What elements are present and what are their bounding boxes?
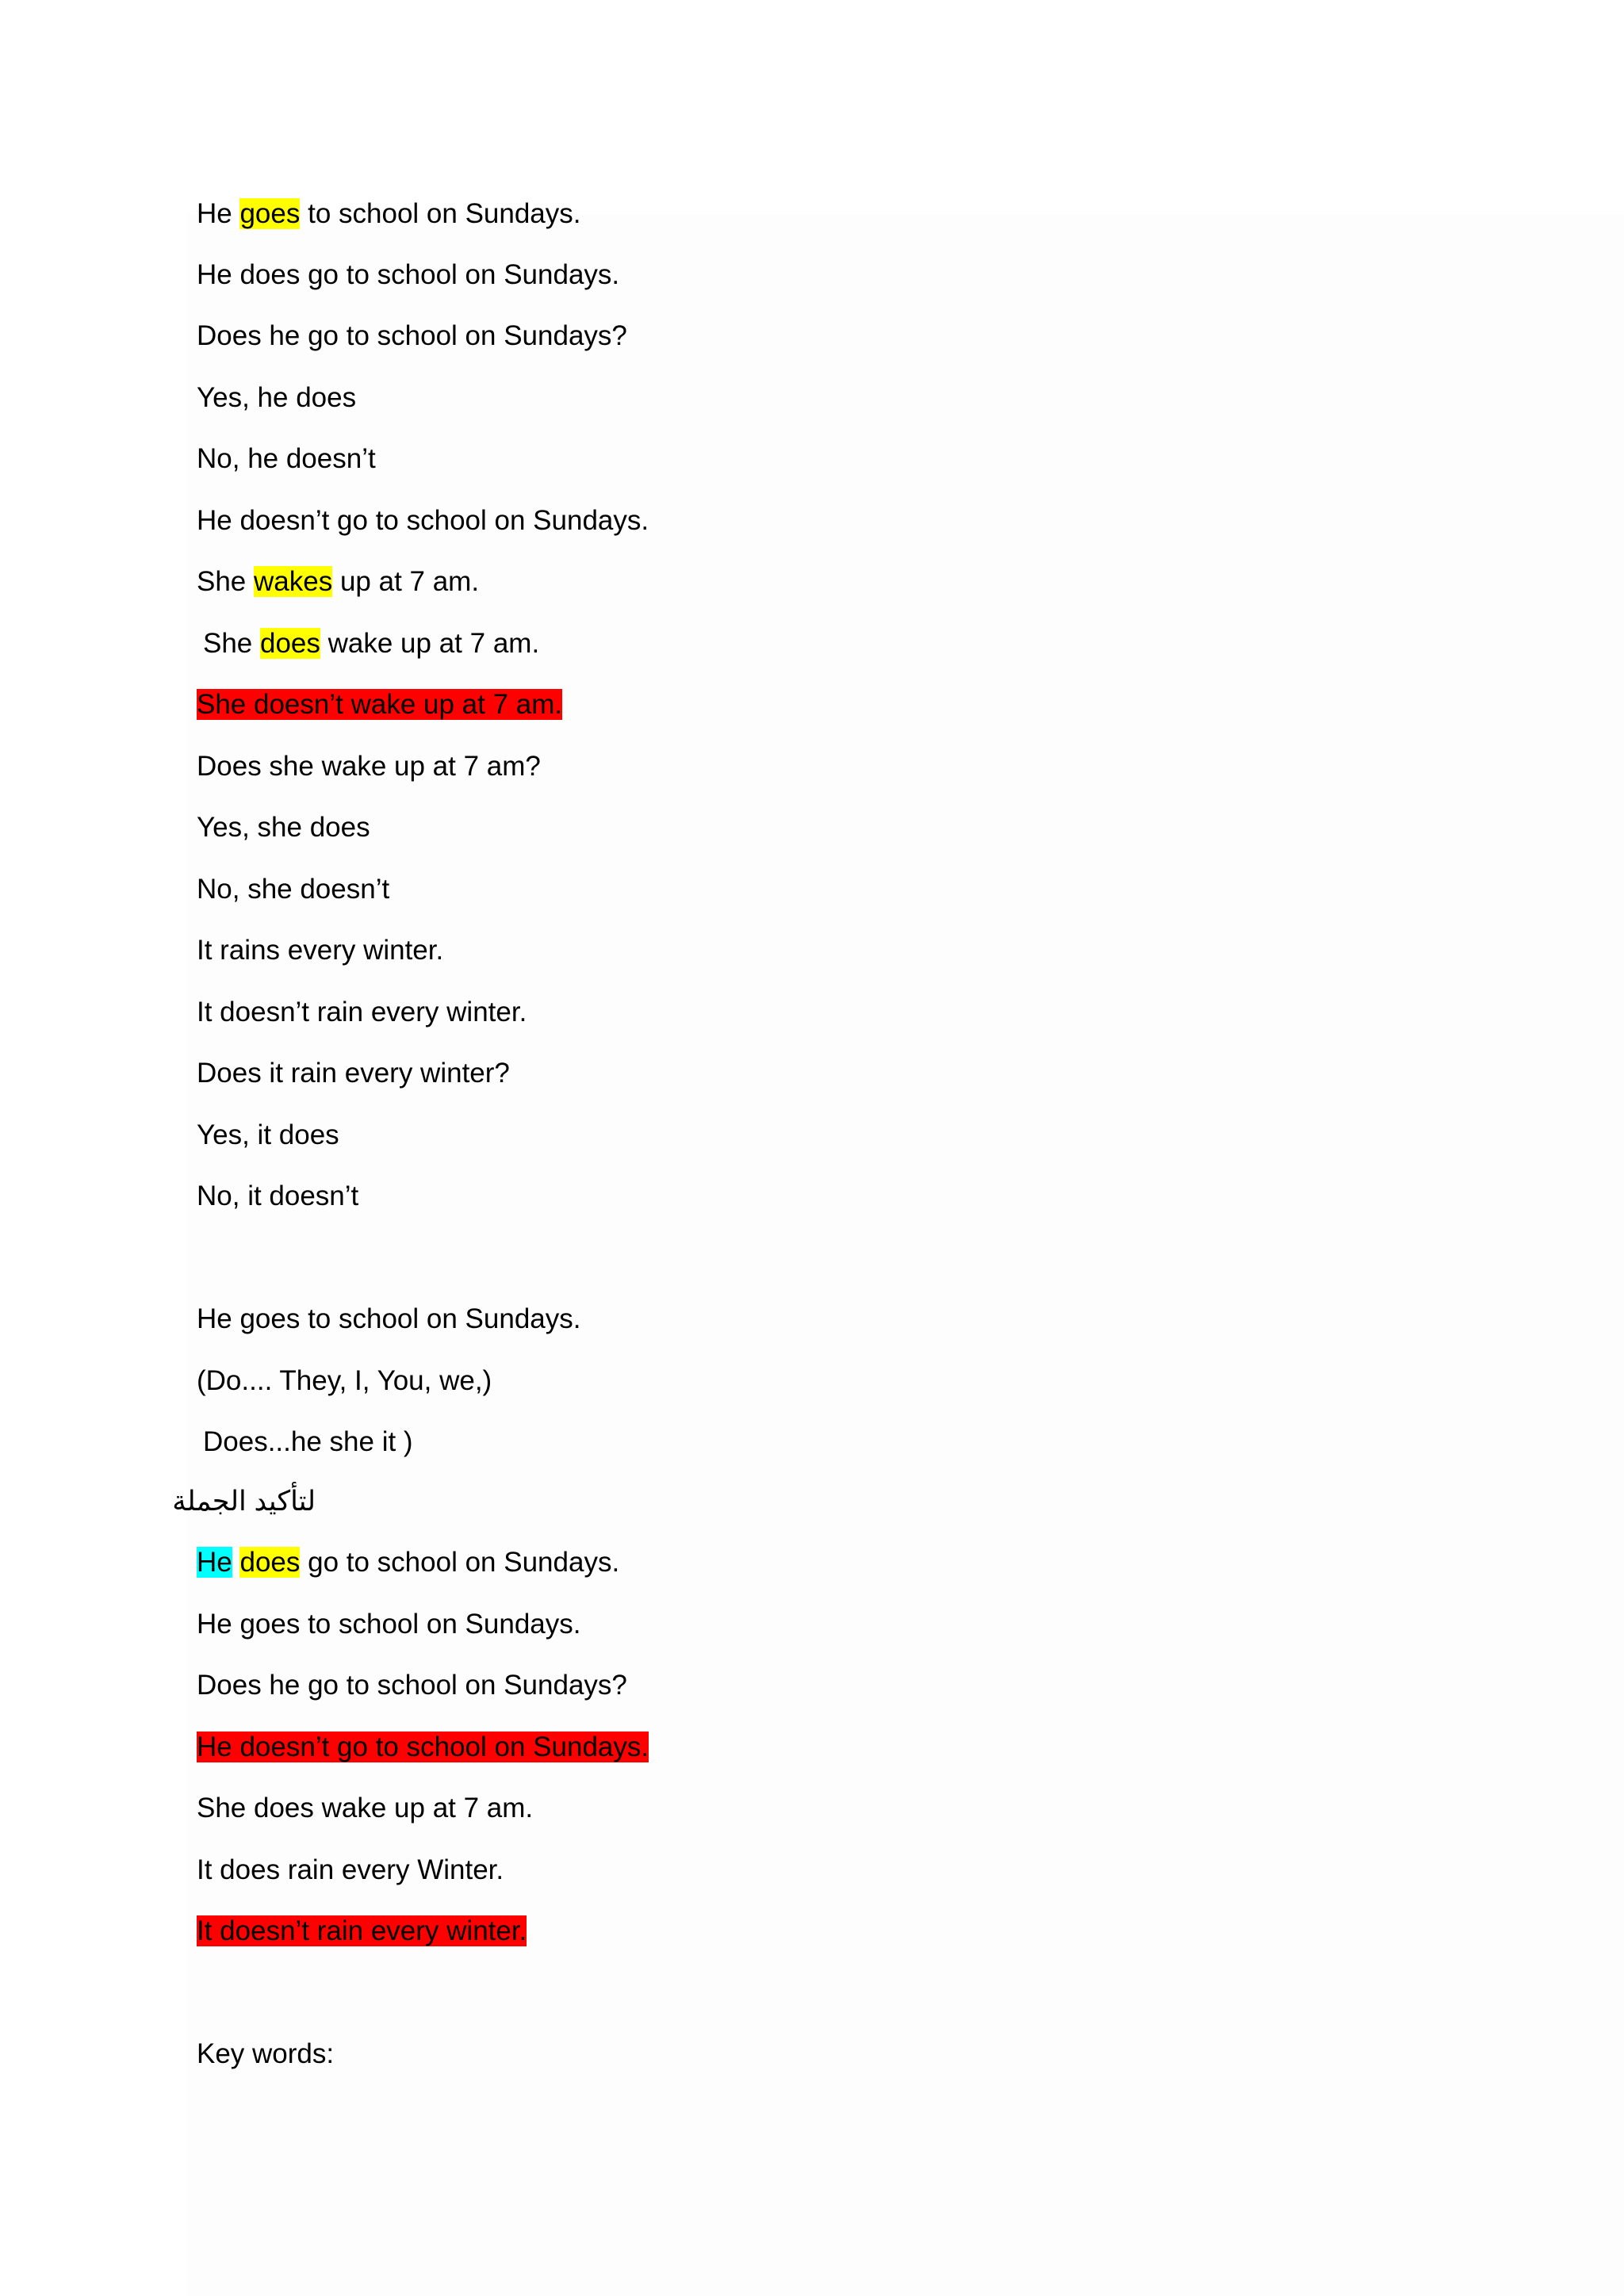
sentence-line: Does...he she it ) bbox=[203, 1426, 413, 1457]
key-words-label: Key words: bbox=[197, 2038, 335, 2069]
sentence-line: (Do.... They, I, You, we,) bbox=[197, 1365, 492, 1396]
sentence-line: He doesn’t go to school on Sundays. bbox=[197, 505, 649, 536]
highlighted-auxiliary: does bbox=[239, 1547, 301, 1578]
negative-sentence-highlight: She doesn’t wake up at 7 am. bbox=[197, 689, 563, 720]
sentence-line: Does he go to school on Sundays? bbox=[197, 320, 627, 351]
sentence-line: He goes to school on Sundays. bbox=[197, 1609, 581, 1640]
sentence-line: It doesn’t rain every winter. bbox=[197, 997, 527, 1027]
highlighted-auxiliary: does bbox=[260, 628, 320, 659]
sentence-line: He does go to school on Sundays. bbox=[197, 259, 620, 290]
arabic-note: لتأكيد الجملة bbox=[172, 1486, 316, 1517]
negative-sentence-highlight: He doesn’t go to school on Sundays. bbox=[197, 1732, 649, 1762]
sentence-line: Yes, it does bbox=[197, 1119, 339, 1150]
line-suffix: wake up at 7 am. bbox=[320, 628, 540, 659]
sentence-line bbox=[197, 1728, 649, 1766]
line-prefix: He bbox=[197, 198, 240, 229]
highlighted-verb: wakes bbox=[254, 566, 333, 597]
sentence-line: Yes, he does bbox=[197, 382, 357, 413]
sentence-line: She does wake up at 7 am. bbox=[197, 1793, 534, 1823]
sentence-line: No, it doesn’t bbox=[197, 1181, 359, 1211]
sentence-line bbox=[203, 625, 539, 663]
line-prefix: She bbox=[203, 628, 260, 659]
sentence-line: Does she wake up at 7 am? bbox=[197, 751, 541, 782]
sentence-line: Yes, she does bbox=[197, 812, 370, 843]
sentence-line bbox=[197, 686, 562, 724]
line-prefix: She bbox=[197, 566, 254, 597]
sentence-line: It does rain every Winter. bbox=[197, 1854, 504, 1885]
highlighted-subject: He bbox=[197, 1547, 232, 1578]
sentence-line: He goes to school on Sundays. bbox=[197, 1303, 581, 1334]
sentence-line bbox=[197, 195, 581, 233]
sentence-line: No, he doesn’t bbox=[197, 443, 376, 474]
negative-sentence-highlight: It doesn’t rain every winter. bbox=[197, 1915, 527, 1946]
sentence-line: No, she doesn’t bbox=[197, 874, 390, 905]
line-suffix: up at 7 am. bbox=[332, 566, 480, 597]
line-suffix: to school on Sundays. bbox=[300, 198, 581, 229]
sentence-line bbox=[197, 563, 479, 601]
sentence-line bbox=[197, 1544, 619, 1582]
sentence-line bbox=[197, 1912, 527, 1950]
sentence-line: Does it rain every winter? bbox=[197, 1058, 510, 1089]
sentence-line: Does he go to school on Sundays? bbox=[197, 1670, 627, 1701]
line-suffix: go to school on Sundays. bbox=[300, 1547, 620, 1578]
highlighted-verb: goes bbox=[239, 198, 301, 229]
sentence-line: It rains every winter. bbox=[197, 935, 444, 966]
